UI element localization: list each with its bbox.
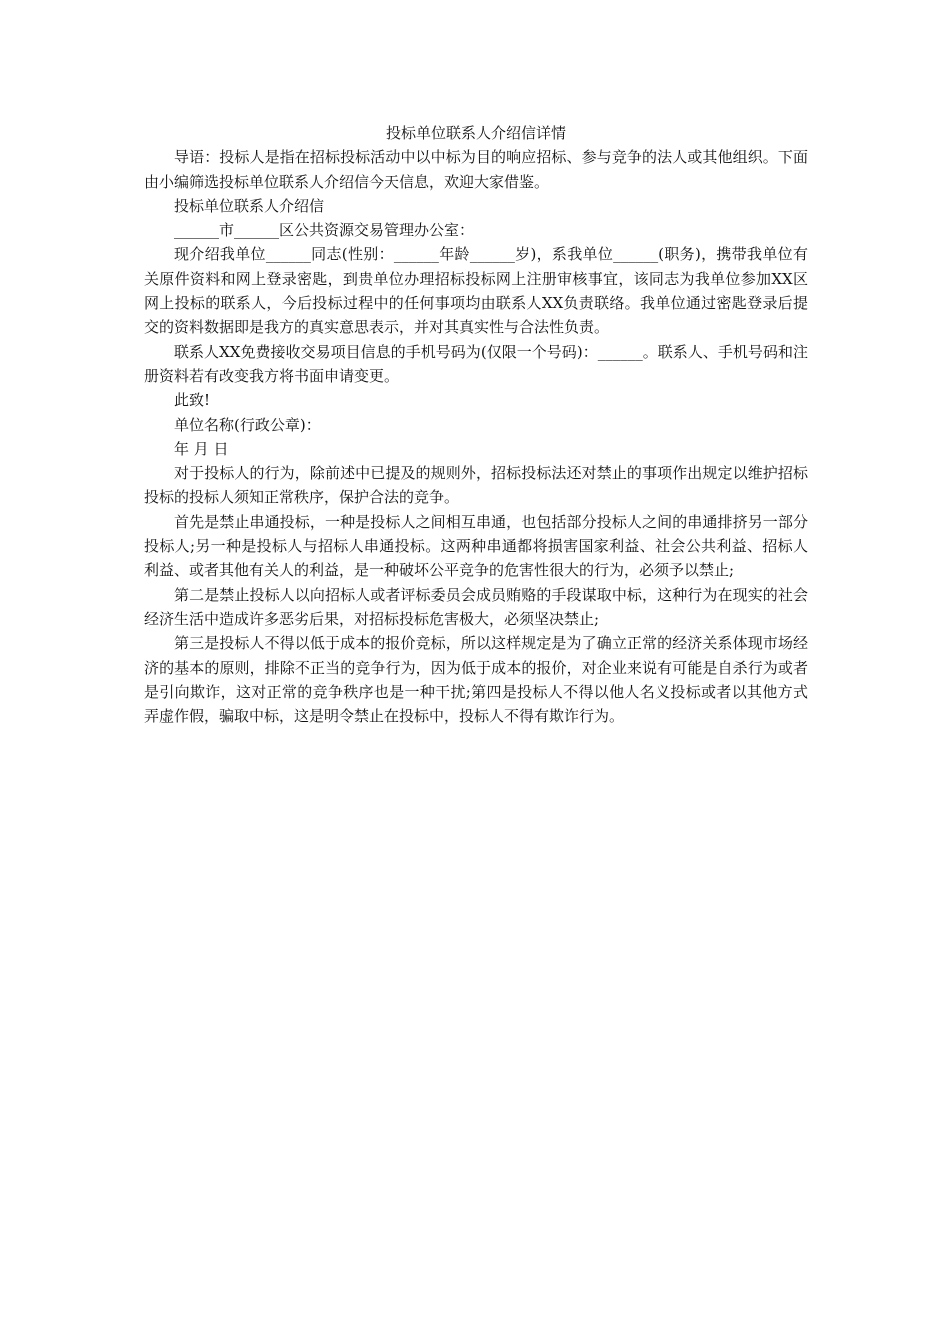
paragraph-rules-intro: 对于投标人的行为，除前述中已提及的规则外，招标投标法还对禁止的事项作出规定以维护招标投标的投标人须知正常秩序，保护合法的竞争。 bbox=[144, 464, 808, 507]
paragraph-intro: 导语：投标人是指在招标投标活动中以中标为目的响应招标、参与竞争的法人或其他组织。下面由小编筛选投标单位联系人介绍信今天信息，欢迎大家借鉴。 bbox=[144, 148, 808, 191]
document-body bbox=[144, 121, 808, 728]
paragraph-letter-heading: 投标单位联系人介绍信 bbox=[174, 196, 325, 215]
paragraph-introduction: 现介绍我单位______同志(性别：______年龄______岁)，系我单位______(职务)，携带我单位有关原件资料和网上登录密匙，到贵单位办理招标投标网上注册审核事宜，该同志为我单位参加XX区网上投标的联系人，今后投标过程中的任何事项均由联系人XX负责联络。我单位通过密匙登录后提交的资料数据即是我方的真实意思表示，并对其真实性与合法性负责。 bbox=[144, 245, 808, 337]
paragraph-contact-phone: 联系人XX免费接收交易项目信息的手机号码为(仅限一个号码)：______。联系人、手机号码和注册资料若有改变我方将书面申请变更。 bbox=[144, 342, 808, 385]
paragraph-date: 年 月 日 bbox=[174, 439, 229, 458]
paragraph-unit-name: 单位名称(行政公章)： bbox=[174, 415, 321, 434]
paragraph-rule-three: 第三是投标人不得以低于成本的报价竞标，所以这样规定是为了确立正常的经济关系体现市场经济的基本的原则，排除不正当的竞争行为，因为低于成本的报价，对企业来说有可能是自杀行为或者是引向欺诈，这对正常的竞争秩序也是一种干扰;第四是投标人不得以他人名义投标或者以其他方式弄虚作假，骗取中标，这是明令禁止在投标中，投标人不得有欺诈行为。 bbox=[144, 634, 808, 726]
paragraph-closing: 此致! bbox=[174, 391, 211, 410]
paragraph-recipient: ______市______区公共资源交易管理办公室： bbox=[174, 221, 475, 240]
paragraph-rule-two: 第二是禁止投标人以向招标人或者评标委员会成员贿赂的手段谋取中标，这种行为在现实的社会经济生活中造成许多恶劣后果，对招标投标危害极大，必须坚决禁止; bbox=[144, 585, 808, 628]
paragraph-rule-one: 首先是禁止串通投标，一种是投标人之间相互串通，也包括部分投标人之间的串通排挤另一部分投标人;另一种是投标人与招标人串通投标。这两种串通都将损害国家利益、社会公共利益、招标人利益、或者其他有关人的利益，是一种破坏公平竞争的危害性很大的行为，必须予以禁止; bbox=[144, 512, 808, 580]
document-title: 投标单位联系人介绍信详情 bbox=[385, 124, 566, 142]
